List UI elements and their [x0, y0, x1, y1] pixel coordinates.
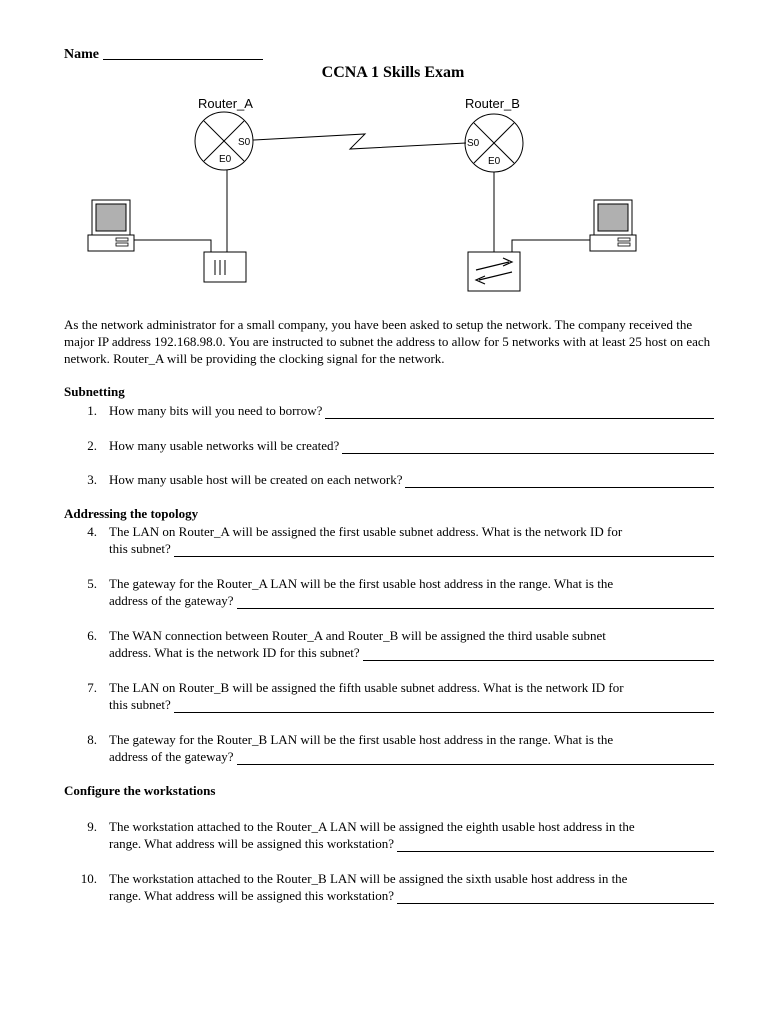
- question-text-cont: this subnet?: [109, 541, 171, 556]
- question-number: 7.: [87, 680, 97, 695]
- question-text: How many bits will you need to borrow?: [109, 403, 323, 418]
- answer-blank-10[interactable]: [397, 890, 714, 904]
- question-text: The LAN on Router_B will be assigned the fifth usable subnet address. What is the network ID for: [109, 680, 624, 695]
- answer-blank-4[interactable]: [174, 543, 714, 557]
- question-text-cont: this subnet?: [109, 697, 171, 712]
- question-number: 9.: [87, 819, 97, 834]
- router-a-s0-label: S0: [238, 137, 251, 148]
- answer-blank-6[interactable]: [363, 647, 714, 661]
- page-title: CCNA 1 Skills Exam: [321, 64, 465, 81]
- question-text: The workstation attached to the Router_A LAN will be assigned the eighth usable host address in the: [109, 819, 635, 834]
- router-b-label: Router_B: [465, 96, 520, 111]
- router-a-label: Router_A: [198, 96, 253, 111]
- question-number: 6.: [87, 628, 97, 643]
- router-b-s0-label: S0: [467, 138, 480, 149]
- question-text: The workstation attached to the Router_B LAN will be assigned the sixth usable host address in the: [109, 871, 628, 886]
- section-subnetting: Subnetting: [64, 384, 125, 399]
- question-text-cont: address. What is the network ID for this subnet?: [109, 645, 360, 660]
- section-workstations: Configure the workstations: [64, 783, 216, 798]
- question-text: The WAN connection between Router_A and Router_B will be assigned the third usable subnet: [109, 628, 606, 643]
- question-text-cont: address of the gateway?: [109, 593, 234, 608]
- question-text: How many usable networks will be created?: [109, 438, 340, 453]
- workstation-a-link: [134, 240, 211, 252]
- router-b-icon: [465, 114, 523, 172]
- question-number: 3.: [87, 472, 97, 487]
- network-topology-diagram: [0, 90, 768, 300]
- workstation-b-icon: [590, 200, 636, 251]
- name-blank[interactable]: [103, 45, 263, 60]
- question-number: 1.: [87, 403, 97, 418]
- answer-blank-5[interactable]: [237, 595, 714, 609]
- section-addressing: Addressing the topology: [64, 506, 199, 521]
- question-number: 2.: [87, 438, 97, 453]
- intro-paragraph: As the network administrator for a small company, you have been asked to setup the network. The company received the major IP address 192.168.98.0. You are instructed to subnet the address to allow for 5 networks with at least 25 host on each network. Router_A will be providing the clocking signal for the network.: [64, 317, 711, 366]
- question-text-cont: address of the gateway?: [109, 749, 234, 764]
- name-field[interactable]: [64, 45, 263, 63]
- name-label: Name: [64, 47, 99, 62]
- wan-serial-link: [253, 134, 466, 149]
- question-text: The gateway for the Router_B LAN will be the first usable host address in the range. What is the: [109, 732, 614, 747]
- question-number: 5.: [87, 576, 97, 591]
- workstation-b-link: [512, 240, 590, 252]
- answer-blank-3[interactable]: [405, 474, 714, 488]
- router-b-e0-label: E0: [488, 156, 501, 167]
- question-text: The LAN on Router_A will be assigned the first usable subnet address. What is the network ID for: [109, 524, 623, 539]
- hub-icon: [204, 252, 246, 282]
- question-number: 8.: [87, 732, 97, 747]
- question-text-cont: range. What address will be assigned this workstation?: [109, 836, 394, 851]
- workstation-a-icon: [88, 200, 134, 251]
- answer-blank-8[interactable]: [237, 751, 714, 765]
- switch-icon: [468, 252, 520, 291]
- question-number: 4.: [87, 524, 97, 539]
- question-text: How many usable host will be created on each network?: [109, 472, 403, 487]
- question-number: 10.: [80, 871, 97, 886]
- answer-blank-1[interactable]: [325, 405, 714, 419]
- question-text-cont: range. What address will be assigned this workstation?: [109, 888, 394, 903]
- answer-blank-7[interactable]: [174, 699, 714, 713]
- question-text: The gateway for the Router_A LAN will be the first usable host address in the range. What is the: [109, 576, 614, 591]
- answer-blank-2[interactable]: [342, 440, 714, 454]
- router-a-icon: [195, 112, 253, 170]
- answer-blank-9[interactable]: [397, 838, 714, 852]
- router-a-e0-label: E0: [219, 154, 232, 165]
